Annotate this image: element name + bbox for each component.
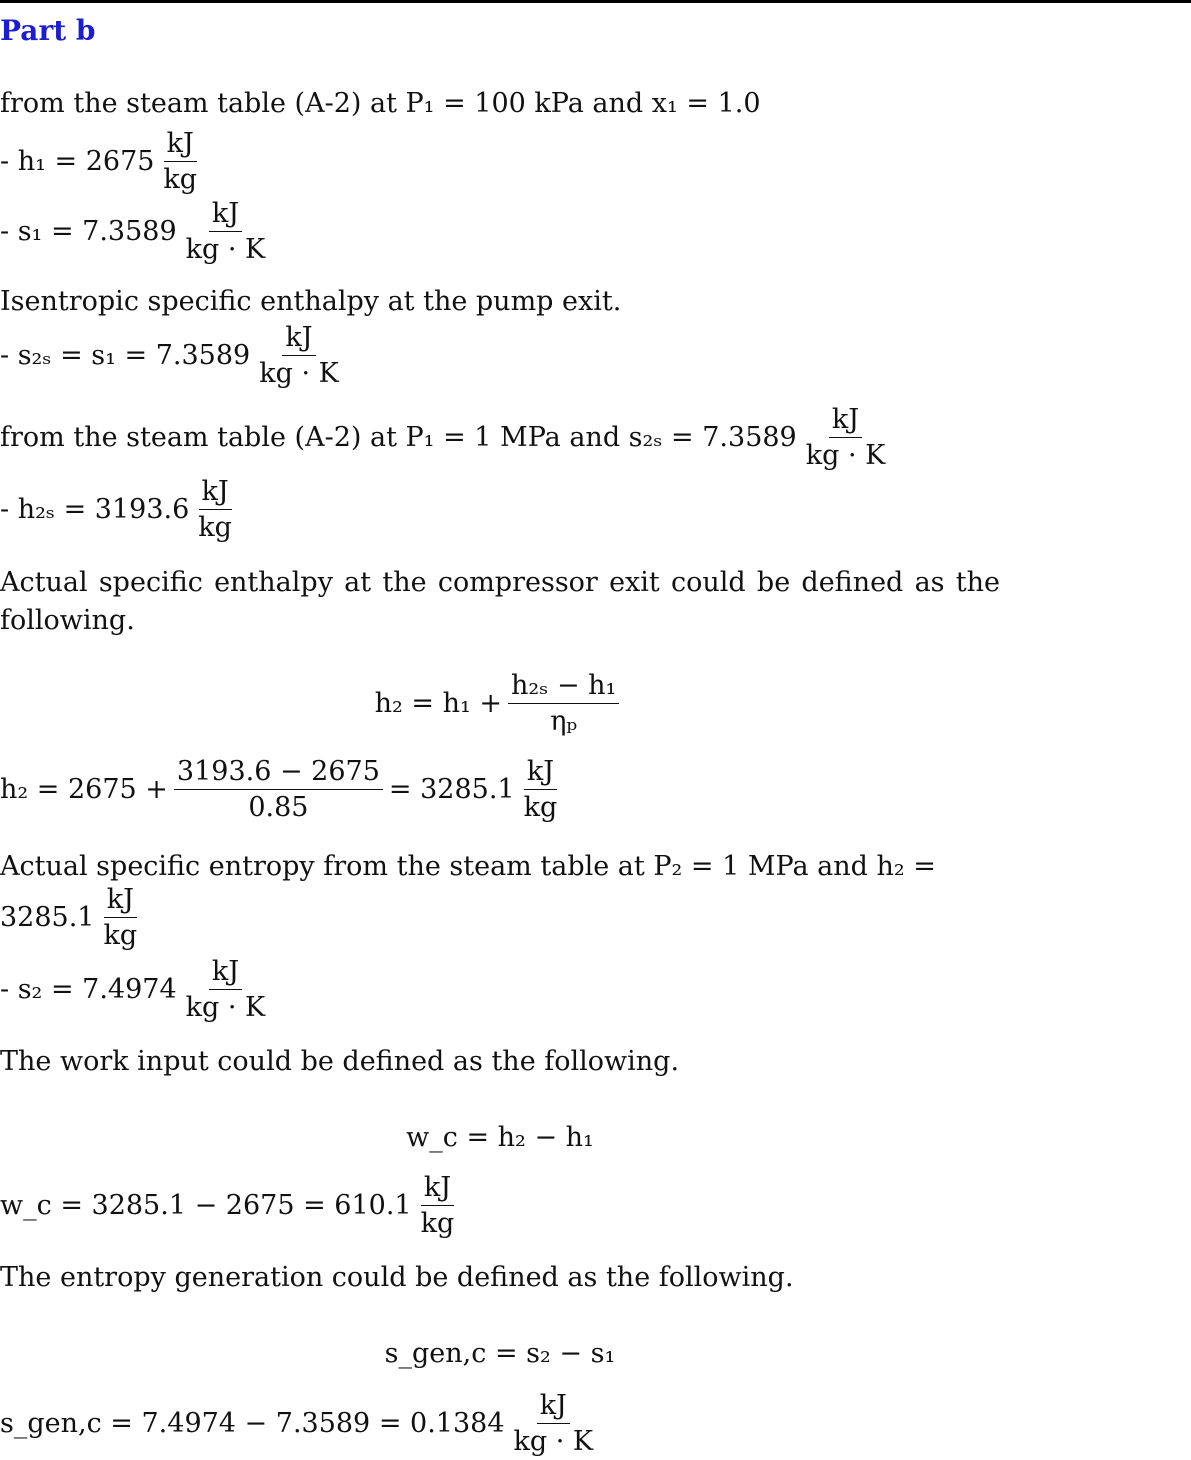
sgen-calculation [0,1390,602,1457]
h2-calc-lhs: h₂ = 2675 + [0,774,168,806]
top-rule [0,0,1191,3]
wc-unit [418,1172,458,1239]
unit-kgk: kg · K [513,1426,594,1458]
isentropic-heading [0,286,621,317]
unit-kj: kJ [164,128,197,162]
h2s-unit [195,476,235,543]
h1-unit [160,128,200,195]
unit-kgk: kg · K [185,992,266,1024]
unit-kg: kg [198,512,232,544]
s2s-unit-2 [803,404,889,471]
entropy-generation-heading [0,1262,794,1293]
h2s-expression: - h₂ₛ = 3193.6 [0,494,190,526]
unit-kgk: kg · K [259,358,339,390]
state2-condition-text: from the steam table (A-2) at P₁ = 1 MPa and s₂ₛ = 7.3589 [0,422,797,454]
s1-value [0,198,274,265]
h2-calc-fraction [174,756,383,823]
steam-table-line-2 [0,404,894,471]
h2-unit [521,756,561,823]
work-input-text: The work input could be defined as the following. [0,1046,680,1077]
s2-value [0,956,274,1023]
sgen-unit [511,1390,597,1457]
h1-expression: - h₁ = 2675 [0,146,155,178]
h2-calc-numerator: 3193.6 − 2675 [174,756,383,790]
s2-unit [183,956,269,1023]
unit-kj: kJ [209,198,242,232]
unit-kj: kJ [421,1172,454,1206]
unit-kgk: kg · K [185,234,266,266]
h2-calculation [0,756,566,823]
h2s-value [0,476,241,543]
s2-expression: - s₂ = 7.4974 [0,974,177,1006]
h2-formula-fraction [508,670,619,737]
actual-enthalpy-paragraph: Actual specific enthalpy at the compressor exit could be defined as the following. [0,567,1000,636]
unit-kj: kJ [209,956,242,990]
h2-calc-result: = 3285.1 [388,774,515,806]
unit-kg: kg [103,920,138,952]
h2-formula [0,670,1000,737]
unit-kg: kg [420,1208,455,1240]
sgen-formula-text: s_gen,c = s₂ − s₁ [384,1338,616,1369]
h2-value-continued [0,884,146,951]
work-input-heading [0,1046,679,1077]
unit-kg: kg [523,792,558,824]
steam-table-line-1 [0,88,761,119]
unit-kg: kg [163,164,198,196]
wc-formula [0,1122,1000,1153]
wc-calc-text: w_c = 3285.1 − 2675 = 610.1 [0,1190,412,1222]
unit-kj: kJ [524,756,557,790]
wc-formula-text: w_c = h₂ − h₁ [406,1122,594,1153]
actual-entropy-paragraph: Actual specific entropy from the steam table at P₂ = 1 MPa and h₂ = [0,851,936,882]
unit-kgk: kg · K [805,440,886,472]
sgen-formula [0,1338,1000,1369]
unit-kj: kJ [282,322,315,356]
h2-value-text: 3285.1 [0,902,95,934]
h1-value [0,128,206,195]
unit-kj: kJ [829,404,862,438]
h2-calc-denominator: 0.85 [248,792,309,824]
entropy-generation-text: The entropy generation could be defined as the following. [0,1262,794,1293]
s1-expression: - s₁ = 7.3589 [0,216,177,248]
unit-kj: kJ [104,884,137,918]
isentropic-text: Isentropic specific enthalpy at the pump exit. [0,286,622,317]
s2s-expression: - s₂ₛ = s₁ = 7.3589 [0,340,251,372]
h2-formula-denominator: ηₚ [550,706,578,738]
s2s-unit [256,322,342,389]
h2-formula-numerator: h₂ₛ − h₁ [508,670,619,704]
h2-unit-2 [100,884,140,951]
unit-kj: kJ [199,476,232,510]
s2s-value [0,322,348,389]
wc-calculation [0,1172,463,1239]
state1-condition-text: from the steam table (A-2) at P₁ = 100 kPa and x₁ = 1.0 [0,88,761,119]
unit-kj: kJ [537,1390,570,1424]
section-heading: Part b [0,14,96,47]
s1-unit [183,198,269,265]
sgen-calc-text: s_gen,c = 7.4974 − 7.3589 = 0.1384 [0,1408,505,1440]
h2-formula-lhs: h₂ = h₁ + [374,688,503,720]
